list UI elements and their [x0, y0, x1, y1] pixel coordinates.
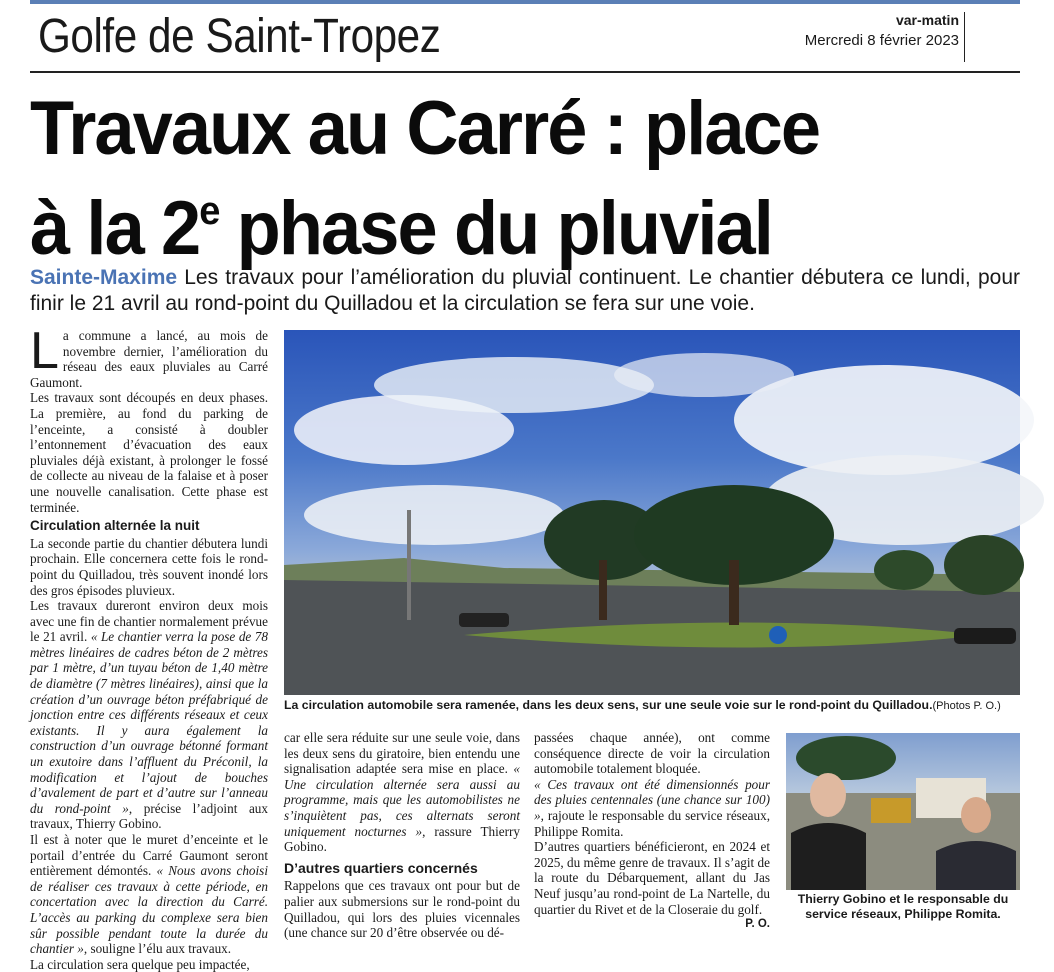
roundabout-photo [284, 330, 1020, 695]
paragraph-duration [30, 598, 268, 832]
photo-credit: (Photos P. O.) [932, 700, 1001, 712]
subhead-quartiers: D’autres quartiers concernés [284, 859, 478, 876]
paragraph-submersions: Rappelons que ces travaux ont pour but de palier aux submersions sur le rond-point du Quilladou, qui lors des pluies vicennales (une chance sur 20 d’être observée ou dé- [284, 878, 520, 941]
section-title: Golfe de Saint-Tropez [38, 10, 441, 63]
top-accent-rule [30, 0, 1020, 4]
header-rule [30, 71, 1020, 73]
article-column-2 [284, 730, 520, 941]
article-column-1 [30, 322, 268, 972]
paragraph-muret [30, 832, 268, 957]
issue-date: Mercredi 8 février 2023 [804, 32, 959, 49]
quote-span: « Ces travaux ont été dimensionnés pour des pluies centennales (une chance sur 100) » [534, 776, 770, 823]
text-span: Les travaux dureront environ deux mois avec une fin de chantier normalement prévue le 21 avril. [30, 598, 268, 645]
headline-line2b: phase du pluvial [218, 186, 772, 271]
header-divider [964, 12, 965, 62]
paragraph-circulation: La circulation sera quelque peu impactée, [30, 956, 250, 972]
subhead-circulation: Circulation alternée la nuit [30, 518, 200, 534]
paragraph-phases: Les travaux sont découpés en deux phases. La première, au fond du parking de l’enceinte, a consisté à doubler l’entonnement d’évacuation des eaux pluviales déjà existant, à prolonger le fossé de collecte au niveau de la falaise et à poser une nouvelle canalisation. Cette phase est terminée. [30, 390, 268, 515]
intro-text: a commune a lancé, au mois de novembre dernier, l’amélioration du réseau des eaux pluviales au Carré Gaumont. [30, 328, 268, 390]
officials-caption: Thierry Gobino et le responsable du service réseaux, Philippe Romita. [797, 892, 1009, 921]
newspaper-brand: var-matin [895, 12, 959, 28]
article-column-3 [534, 730, 770, 933]
author-signature: P. O. [745, 918, 770, 931]
headline [30, 88, 980, 270]
drop-cap: L [30, 322, 59, 380]
paragraph-second-phase: La seconde partie du chantier débutera lundi prochain. Elle concernera cette fois le rond-point du Quilladou, très souvent inondé lors des gros épisodes pluvieux. [30, 535, 268, 598]
caption-text: La circulation automobile sera ramenée, dans les deux sens, sur une seule voie sur le rond-point du Quilladou. [284, 698, 933, 712]
paragraph-alternance [284, 730, 520, 855]
paragraph-other-districts: D’autres quartiers bénéficieront, en 2024 et 2025, du même genre de travaux. Il s’agit de la route du Débarquement, allant du Jas Neuf jusqu’au rond-point de La Nartelle, du quartier du Rivet et de la Closeraie du golf. [534, 839, 770, 917]
officials-photo [786, 733, 1020, 890]
text-span: car elle sera réduite sur une seule voie, dans les deux sens du giratoire, bien entendu une signalisation adaptée sera mise en place. [284, 730, 520, 777]
paragraph-quote-romita [534, 777, 770, 839]
paragraph-consequence: passées chaque année), ont comme conséquence directe de voir la circulation automobile totalement bloquée. [534, 730, 770, 777]
officials-illustration [786, 733, 1020, 890]
text-span: Il est à noter que le muret d’enceinte et le portail d’entrée du Carré Gaumont seront entièrement démontés. [30, 832, 268, 879]
text-span: , souligne l’élu aux travaux. [83, 941, 232, 957]
quote-span: « Le chantier verra la pose de 78 mètres linéaires de cadres béton de 2 mètres par 1 mètre, d’un tuyau béton de 1,40 mètre de diamètre (7 mètres linéaires), ainsi que la création d’un ouvrage béton préfabriqué de jonction entre ces différents réseaux et ceux existants. Il y aura également la construction d’un ouvrage bétonné formant un exutoire dans l’affluent du Préconil, la modification et l’ajout de bouches d’avalement de part et d’autre sur l’anneau du rond-point » [30, 629, 268, 816]
lead-paragraph [30, 265, 1020, 317]
paragraph-intro [30, 322, 268, 390]
headline-line2a: à la 2 [30, 186, 200, 271]
quote-span: « Nous avons choisi de réaliser ces travaux à cette période, en concertation avec la direction du Carré. L’accès au parking du complexe sera bien sûr possible pendant toute la durée du chantier » [30, 863, 268, 957]
headline-line1: Travaux au Carré : place [30, 86, 820, 171]
photo-caption [284, 698, 1020, 712]
lead-text: Les travaux pour l’amélioration du pluvial continuent. Le chantier débutera ce lundi, pour finir le 21 avril au rond-point du Quilladou et la circulation se fera sur une voie. [30, 266, 1020, 315]
lead-location: Sainte-Maxime [30, 266, 178, 289]
quote-span: « Une circulation alternée sera aussi au programme, mais que les automobilistes ne s’inquiètent pas, ces alternats seront uniquement nocturnes » [284, 761, 520, 839]
headline-sup: e [199, 189, 219, 233]
text-span: , précise l’adjoint aux travaux, Thierry Gobino. [30, 800, 268, 832]
text-span: , rassure Thierry Gobino. [284, 823, 520, 855]
text-span: , rajoute le responsable du service réseaux, Philippe Romita. [534, 807, 770, 839]
roundabout-illustration [284, 330, 1020, 695]
